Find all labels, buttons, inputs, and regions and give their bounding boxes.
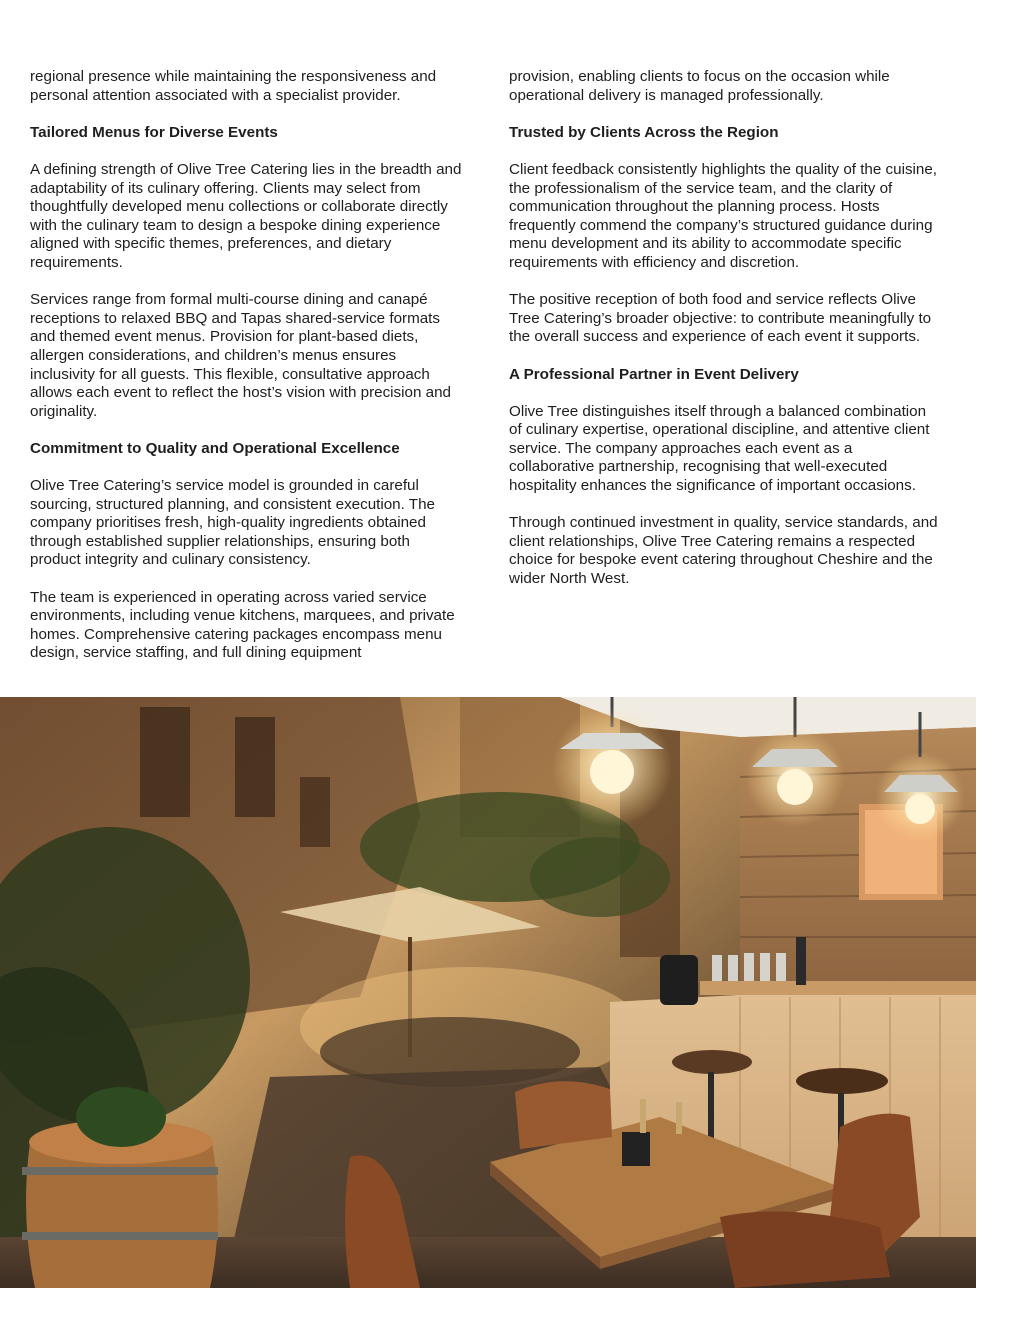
right-text-column <box>509 68 941 607</box>
restaurant-interior-photo <box>0 697 976 1288</box>
section-heading: Commitment to Quality and Operational Excellence <box>30 439 400 457</box>
leather-chair <box>515 1081 612 1149</box>
paragraph: The positive reception of both food and service reflects Olive Tree Catering’s broader objective: to contribute meaningfully to the overall success and experience of each event it supports. <box>509 291 932 346</box>
section-heading: Tailored Menus for Diverse Events <box>30 123 278 141</box>
restaurant-scene-illustration <box>0 697 976 1288</box>
paragraph: Olive Tree distinguishes itself through a balanced combination of culinary expertise, operational discipline, and attentive client service. The company approaches each event as a collaborative partnership, recognising that well-executed hospitality enhances the significance of important occasions. <box>509 402 930 495</box>
paragraph: The team is experienced in operating across varied service environments, including venue kitchens, marquees, and private homes. Comprehensive catering packages encompass menu design, service staffing, and full dining equipment <box>30 588 455 662</box>
paragraph: Client feedback consistently highlights the quality of the cuisine, the professionalism of the service team, and the clarity of communication throughout the planning process. Hosts frequently commend the company’s structured guidance during menu development and its ability to accommodate specific requirements with efficiency and discretion. <box>509 160 938 271</box>
section-heading: Trusted by Clients Across the Region <box>509 123 779 141</box>
paragraph: Olive Tree Catering’s service model is grounded in careful sourcing, structured planning, and consistent execution. The company prioritises fresh, high-quality ingredients obtained through established supplier relationships, ensuring both product integrity and culinary consistency. <box>30 477 435 569</box>
section-heading: A Professional Partner in Event Delivery <box>509 365 799 383</box>
paragraph: Through continued investment in quality, service standards, and client relationships, Olive Tree Catering remains a respected choice for bespoke event catering throughout Cheshire and the wider North West. <box>509 514 938 588</box>
paragraph: provision, enabling clients to focus on the occasion while operational delivery is managed professionally. <box>509 68 890 104</box>
left-text-column <box>30 68 462 682</box>
paragraph: regional presence while maintaining the responsiveness and personal attention associated with a specialist provider. <box>30 68 437 104</box>
paragraph: Services range from formal multi-course dining and canapé receptions to relaxed BBQ and Tapas shared-service formats and themed event menus. Provision for plant-based diets, allergen considerations, and children’s menus ensures inclusivity for all guests. This flexible, consultative approach allows each event to reflect the host’s vision with precision and originality. <box>30 291 451 420</box>
paragraph: A defining strength of Olive Tree Catering lies in the breadth and adaptability of its culinary offering. Clients may select from thoughtfully developed menu collections or collaborate directly with the culinary team to design a bespoke dining experience aligned with specific themes, preferences, and dietary requirements. <box>30 160 462 271</box>
